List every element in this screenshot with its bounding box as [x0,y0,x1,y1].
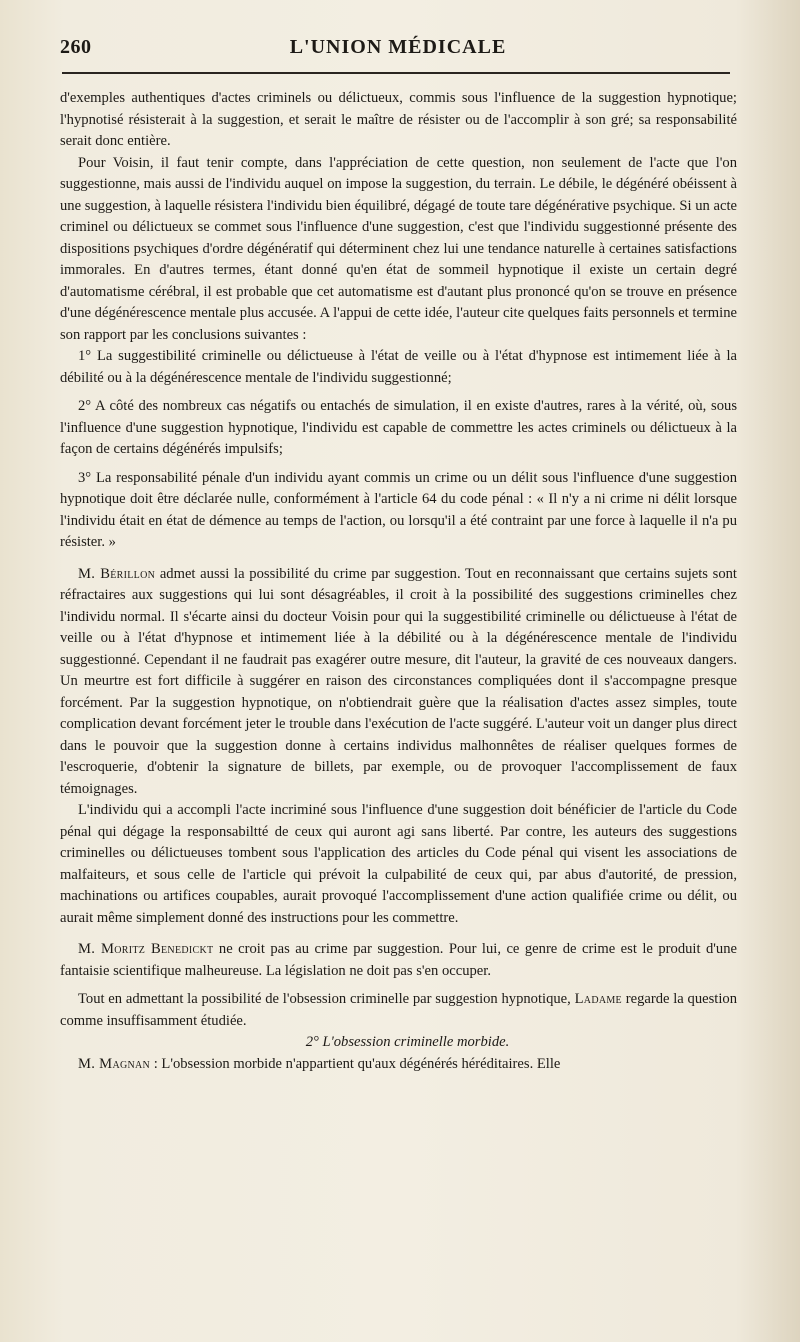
page-number: 260 [60,36,92,58]
header-rule [62,72,730,74]
paragraph-continuation: d'exemples authentiques d'actes criminels ou délictueux, commis sous l'influence de la suggestion hypnotique; l'hypnotisé résisterait à la suggestion, et serait le maître de résister ou de l'accomplir à son gré; sa responsabilité serait donc entière. [60,90,737,149]
author-name: Ladame [574,991,622,1007]
page-header [60,36,736,66]
running-title: L'UNION MÉDICALE [289,36,507,58]
paragraph-ladame [60,989,737,1032]
author-name: M. Moritz Benedickt [78,941,214,957]
paragraph-benedickt [60,939,737,982]
paragraph-text-after: regarde la question comme insuffisamment étudiée. [60,991,737,1029]
article-body [60,88,737,1075]
paragraph-text: : L'obsession morbide n'appartient qu'aux dégénérés héréditaires. Elle [150,1055,561,1072]
conclusion-2: 2° A côté des nombreux cas négatifs ou entachés de simulation, il en existe d'autres, rares à la vérité, où, sous l'influence d'une suggestion hypnotique, l'individu est capable de commettre les actes criminels ou délictueux à la façon de certains dégénérés impulsifs; [60,398,737,457]
conclusion-3: 3° La responsabilité pénale d'un individu ayant commis un crime ou un délit sous l'influence d'une suggestion hypnotique doit être déclarée nulle, conformément à l'article 64 du code pénal : « Il n'y a ni crime ni délit lorsque l'individu était en état de démence au temps de l'action, ou lorsqu'il a été contraint par une force à laquelle il n'a pu résister. » [60,469,737,550]
section-heading: 2° L'obsession criminelle morbide. [305,1034,510,1050]
paragraph-berillon [60,564,737,801]
paragraph-voisin: Pour Voisin, il faut tenir compte, dans l'appréciation de cette question, non seulement de l'acte que l'on suggestionne, mais aussi de l'individu auquel on impose la suggestion, du terrain. Le débile, le dégénéré obéissent à une suggestion, à laquelle résistera l'individu bien équilibré, dégagé de toute tare dégénérative psychique. Si un acte criminel ou délictueux se commet sous l'influence d'une suggestion, c'est que l'individu suggestionné présente des dispositions psychiques d'ordre dégénératif qui déterminent chez lui une tendance naturelle à certaines satisfactions immorales. En d'autres termes, étant donné qu'en état de sommeil hypnotique il existe un certain degré d'automatisme cérébral, il est probable que cet automatisme est d'autant plus prononcé qu'on se trouve en présence d'une dégénérescence mentale plus accusée. A l'appui de cette idée, l'auteur cite quelques faits personnels et termine son rapport par les conclusions suivantes : [60,154,737,343]
author-name: M. Magnan [78,1055,151,1072]
author-name: M. Bérillon [78,565,156,582]
paragraph-magnan [60,1054,737,1076]
paragraph-text: Tout en admettant la possibilité de l'obsession criminelle par suggestion hypnotique, [78,991,575,1007]
paragraph-text: ne croit pas au crime par suggestion. Pour lui, ce genre de crime est le produit d'une fantaisie scientifique malheureuse. La législation ne doit pas s'en occuper. [60,941,737,979]
conclusion-1: 1° La suggestibilité criminelle ou délictueuse à l'état de veille ou à l'état d'hypnose est intimement liée à la débilité ou à la dégénérescence mentale de l'individu suggestionné; [60,348,737,386]
paragraph-text: admet aussi la possibilité du crime par suggestion. Tout en reconnaissant que certains sujets sont réfractaires aux suggestions qui lui sont désagréables, il croit à la possibilité des suggestions criminelles chez l'individu normal. Il s'écarte ainsi du docteur Voisin pour qui la suggestibilité criminelle ou délictueuse à l'état de veille ou à l'état d'hypnose et intimement liée à la débilité ou à la dégénérescence mentale de l'individu suggestionné. Cependant il ne faudrait pas exagérer outre mesure, dit l'auteur, la gravité de ces nouveaux dangers. Un meurtre est fort difficile à suggérer en raison des circonstances compliquées dont il s'accompagne presque forcément. Par la suggestion hypnotique, on n'obtiendrait guère que la réalisation d'actes assez simples, toute complication devant forcément jeter le trouble dans l'exécution de l'acte suggéré. L'auteur voit un danger plus direct dans le pouvoir que la suggestion donne à certains individus malhonnêtes de réaliser quelques formes de l'escroquerie, d'obtenir la signature de billets, par exemple, ou de provoquer l'accomplissement de faux témoignages. [60,565,737,797]
paragraph-responsabilite: L'individu qui a accompli l'acte incriminé sous l'influence d'une suggestion doit bénéficier de l'article du Code pénal qui dégage la responsabiltté de ceux qui auront agi sans liberté. Par contre, les auteurs des suggestions criminelles ou délictueuses tombent sous l'application des articles du Code pénal qui visent les associations de malfaiteurs, et sous celle de l'article qui prévoit la culpabilité de ceux qui, par abus d'autorité, de pression, machinations ou artifices coupables, aurait provoqué l'accomplissement d'une action qualifiée crime ou délit, ou aurait même simplement donné des instructions pour les commettre. [60,802,737,926]
